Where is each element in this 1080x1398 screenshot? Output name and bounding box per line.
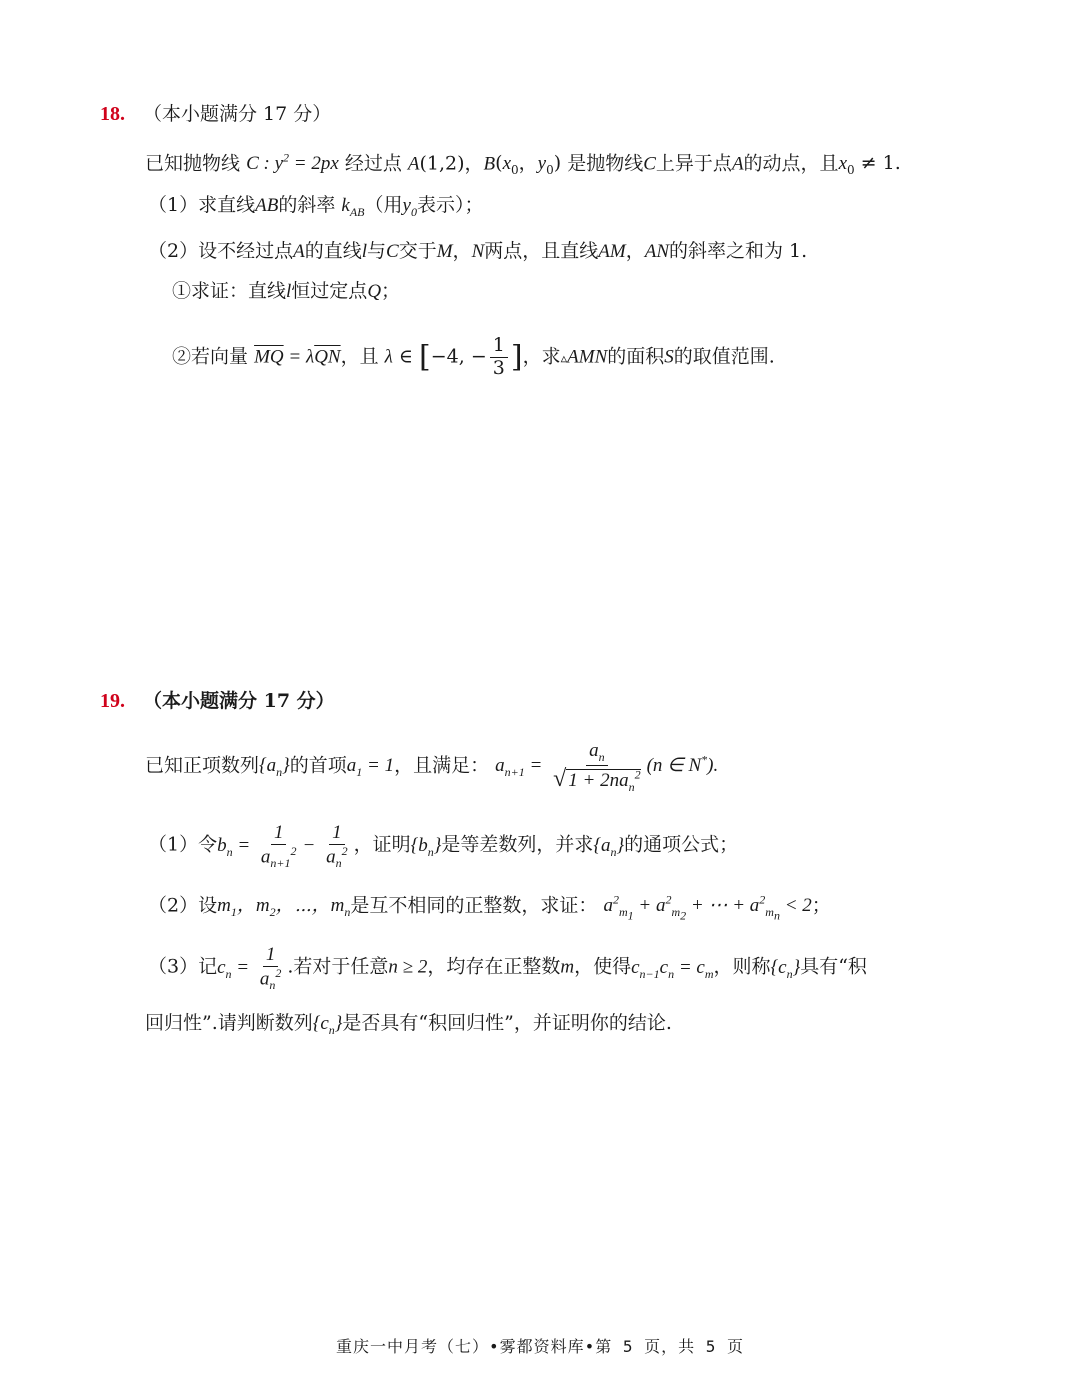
q19-header-line <box>100 688 335 714</box>
q19-part1 <box>148 822 738 871</box>
q18-header: （本小题满分 17 分） <box>143 103 332 125</box>
q19-cn-def: $c_n$ = $\frac{1}{a_n^2}$ <box>217 944 282 992</box>
q19-stem-mid2: ，且满足： <box>394 754 490 777</box>
q19-p3-mid2: ，均存在正整数 <box>427 955 561 978</box>
q18-p2-a: A <box>293 241 305 262</box>
q18-slope-symbol: $k_{AB}$ <box>341 195 365 219</box>
q18-stem-suffix2: 上异于点 <box>655 152 732 175</box>
q18-p1-suffix-a: （用 <box>364 194 403 216</box>
q18-header-line <box>100 101 331 127</box>
q18-stem-prefix: 已知抛物线 <box>145 152 241 175</box>
q18-point-b-coords: ($x_0$，$y_0$) <box>495 152 562 178</box>
q18-p2-a-text: 的直线 <box>304 240 362 262</box>
q19-p2-prefix: （2）设 <box>148 894 218 917</box>
q18-amn: AMN <box>567 346 608 368</box>
q19-a1: $a_1 = 1$ <box>346 755 395 780</box>
q18-p2-e-text: 的斜率之和为 1. <box>669 240 808 262</box>
q18-p2-am: AM <box>598 241 626 262</box>
q19-part2: （2）设$m_1$，$m_2$，⋯，$m_n$是互不相同的正整数，求证： $a^2_{m_1} + a^2_{m_2}$ + ⋯ + $a^2_{m_n} < 2$； <box>148 893 831 923</box>
q19-number: 19. <box>100 690 125 712</box>
q18-p1-suffix-b: 表示）； <box>416 194 484 216</box>
q19-seq-cn-2: $\{c_n\}$ <box>312 1013 343 1037</box>
q18-stem-sep: ， <box>464 152 484 175</box>
q19-p3-suffix: 具有“积 <box>800 955 867 978</box>
q19-p3-mid3: ，使得 <box>574 955 632 978</box>
q18-p2-c: C <box>386 241 399 262</box>
q19-n-ge-2: n ≥ 2 <box>388 956 428 978</box>
q18-sub1-suffix: 恒过定点 <box>291 280 368 302</box>
q18-number: 18. <box>100 103 125 125</box>
q18-p2-d-text: 两点，且直线 <box>484 240 599 262</box>
page-footer: 重庆一中月考（七）•雾都资料库•第 5 页，共 5 页 <box>335 1337 745 1356</box>
q19-p1-suffix: 的通项公式； <box>624 833 739 856</box>
q19-header: （本小题满分 17 分） <box>143 690 335 712</box>
q18-a-symbol: A <box>731 153 744 175</box>
q18-interval-left: [ <box>419 339 431 375</box>
q19-p3-mid: .若对于任意 <box>287 955 389 978</box>
q18-stem-mid: 经过点 <box>344 152 402 175</box>
q19-part3 <box>148 944 867 993</box>
q18-sub2-suffix3: 的取值范围. <box>673 345 775 368</box>
triangle-icon: ▵ <box>560 351 568 367</box>
q18-sub1-q: Q <box>367 281 382 302</box>
q19-seq-bn: $\{b_n\}$ <box>410 834 442 859</box>
q19-p3-line2-b: 是否具有“积回归性”，并证明你的结论. <box>342 1012 672 1034</box>
q18-sub2-suffix2: 的面积 <box>607 345 665 368</box>
q18-c-symbol: C <box>643 153 656 175</box>
q19-seq-an: $\{a_n\}$ <box>259 755 290 780</box>
q18-p2-n: N <box>471 241 485 262</box>
q18-sub2-prefix: ②若向量 <box>172 345 249 368</box>
q19-p3-mid4: ，则称 <box>713 955 771 978</box>
q18-p2-mn: M <box>436 241 453 262</box>
q19-bn-def: $b_n$ = $\frac{1}{a_{n+1}^2}$ − $\frac{1}{a_n^2}$ <box>217 822 348 870</box>
q18-s: S <box>664 346 674 368</box>
q19-p1-prefix: （1）令 <box>148 833 218 856</box>
q18-sub2: ②若向量 $\overline{MQ} = \lambda\overline{QN}$，且 λ ∈ [−4, − $\frac{1}{3}$ ]，求▵AMN的面积S的取值范围. <box>172 334 775 379</box>
q18-sub2-suffix: ，求 <box>522 345 561 368</box>
q18-frac-one-third: $\frac{1}{3}$ <box>490 335 508 380</box>
q19-seq-cn: $\{c_n\}$ <box>770 956 801 981</box>
q18-p1-mid: 的斜率 <box>278 194 336 216</box>
q18-lambda: λ <box>384 346 393 368</box>
q19-stem-mid: 的首项 <box>289 754 347 777</box>
q18-sub1: ①求证：直线l恒过定点Q； <box>172 280 401 302</box>
q18-p2-an: AN <box>644 241 669 262</box>
q19-m: m <box>560 956 575 978</box>
q19-product: $c_{n-1}c_n = c_m$ <box>631 956 714 981</box>
q18-part2: （2）设不经过点A的直线l与C交于M，N两点，且直线AM，AN的斜率之和为 1. <box>148 240 808 262</box>
q18-stem-suffix3: 的动点，且 <box>743 152 839 175</box>
q18-point-a-coords: (1,2) <box>419 152 465 175</box>
q19-stem-prefix: 已知正项数列 <box>145 754 260 777</box>
q18-x0-condition: $x_0 \ne 1$. <box>838 152 901 178</box>
q18-p2-prefix: （2）设不经过点 <box>148 240 294 262</box>
q19-part3-line2 <box>145 1010 672 1043</box>
q19-p3-prefix: （3）记 <box>148 955 218 978</box>
q19-p1-mid2: 是等差数列，并求 <box>441 833 594 856</box>
q19-recurrence: $a_{n+1}$ = $\frac{a_n}{√ 1 + 2na_n^2}$ (n ∈ N*). <box>495 740 719 794</box>
q18-interval-right: ] <box>510 339 523 375</box>
q18-parabola-formula: C : $y^2 = 2px$ <box>246 151 339 175</box>
q19-p3-line2-a: 回归性”.请判断数列 <box>145 1012 313 1034</box>
q18-p2-b-text: 与 <box>367 240 387 262</box>
q18-p2-c-text: 交于 <box>398 240 437 262</box>
q18-line-ab: AB <box>255 195 279 216</box>
q19-m-list: $m_1$，$m_2$，⋯，$m_n$ <box>217 895 351 920</box>
q18-p1-prefix: （1）求直线 <box>148 194 256 216</box>
q18-p2-l: l <box>361 241 367 262</box>
q18-point-b: B <box>483 153 496 175</box>
q19-p2-mid: 是互不相同的正整数，求证： <box>350 894 598 917</box>
q19-stem <box>145 740 718 794</box>
q19-inequality: $a^2_{m_1} + a^2_{m_2}$ + ⋯ + $a^2_{m_n} < 2$ <box>603 893 812 923</box>
q18-sub2-mid: ，且 <box>340 345 379 368</box>
q18-vector-eq: $\overline{MQ} = \lambda\overline{QN}$ <box>254 346 341 368</box>
q18-stem <box>145 145 901 183</box>
q18-part1 <box>148 192 483 225</box>
q18-point-a: A <box>407 153 420 175</box>
q18-sub1-prefix: ①求证：直线 <box>172 280 287 302</box>
q18-stem-suffix: 是抛物线 <box>567 152 644 175</box>
q19-p1-mid: ，证明 <box>353 833 411 856</box>
q18-y0-symbol: $y_0$ <box>402 195 417 219</box>
q18-sub1-l: l <box>286 281 292 302</box>
q19-seq-an-2: $\{a_n\}$ <box>593 834 625 859</box>
